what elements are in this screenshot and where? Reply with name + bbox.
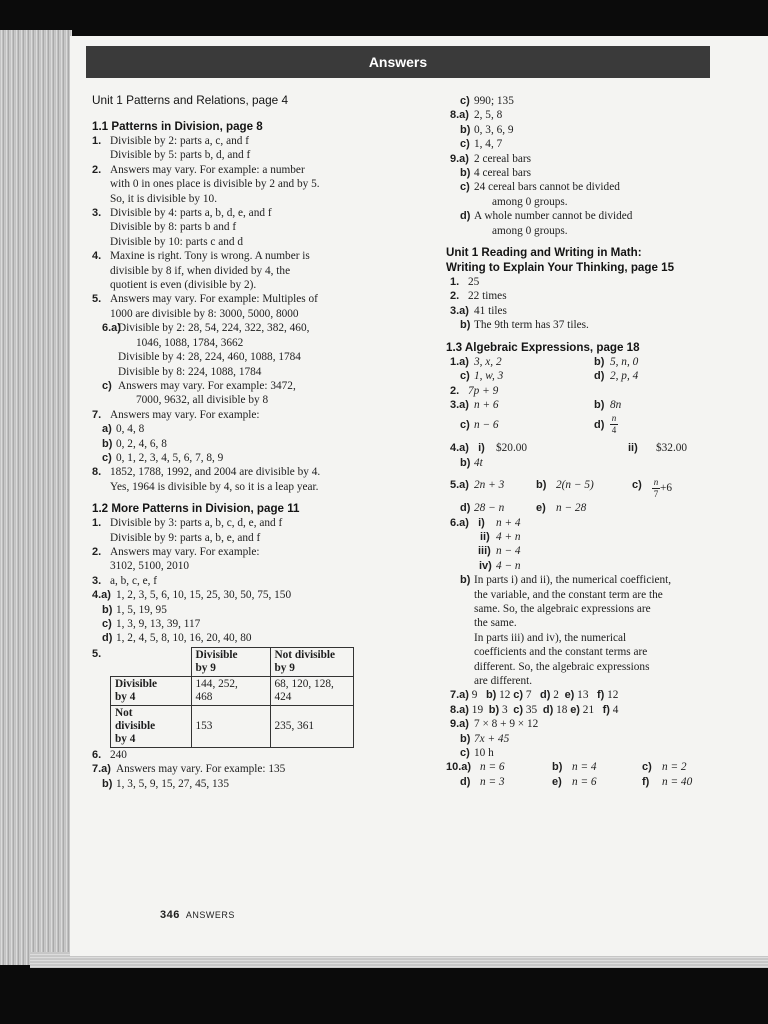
answer-item: 9.a) 7 × 8 + 9 × 12 [450, 718, 539, 731]
table-cell: 68, 120, 128, 424 [270, 676, 353, 705]
section-title: 1.3 Algebraic Expressions, page 18 [446, 340, 640, 354]
item-number: 6.a) [102, 322, 121, 335]
answer-item: 2. Answers may vary. For example: 3102, 5100, 2010 [92, 545, 260, 573]
table-cell: 235, 361 [270, 705, 353, 747]
answer-item: 1. Divisible by 3: parts a, b, c, d, e, and f Divisible by 9: parts a, b, e, and f [92, 517, 283, 544]
item-number: c) [460, 419, 470, 432]
item-number: 2. [450, 384, 460, 397]
table-header: Divisible by 9 [191, 647, 270, 676]
item-number: d) [594, 419, 605, 432]
answer-item: 8.a) 19 b) 3 c) 35 d) 18 e) 21 f) 4 [450, 703, 619, 716]
item-number: 4. [92, 250, 102, 263]
item-number: ii) [628, 442, 638, 455]
answer-item [92, 647, 382, 748]
item-number: b) [102, 437, 113, 450]
item-number: a) [102, 423, 112, 436]
item-number: c) [460, 181, 470, 194]
item-number: 7.a) [92, 763, 111, 776]
answer-item: a) 0, 4, 8 [102, 423, 145, 436]
answer-item: b) The 9th term has 37 tiles. [460, 319, 589, 332]
answer-item: b) 1, 3, 5, 9, 15, 27, 45, 135 [102, 777, 229, 790]
answer-item: c) Answers may vary. For example: 3472, 7000, 9632, all divisible by 8 [102, 379, 296, 407]
item-number: iv) [479, 559, 492, 572]
item-number: 1. [92, 135, 102, 147]
item-number: c) [102, 451, 112, 464]
page-footer [160, 909, 235, 921]
answer-item: c) 990; 135 [460, 95, 514, 107]
answer-item: 3. Divisible by 4: parts a, b, d, e, and f Divisible by 8: parts b and f Divisible by 10: parts c and d [92, 207, 272, 248]
answer-item: 10.a) n = 6 b) n = 4 c) n = 2 [446, 761, 687, 774]
answer-item: ii) 4 + n [480, 530, 521, 543]
item-number: c) [460, 95, 470, 107]
answer-item: c) 0, 1, 2, 3, 4, 5, 6, 7, 8, 9 [102, 451, 224, 464]
fraction: $\frac{n}{4}$ [611, 413, 617, 436]
table-row-header: Not divisible by 4 [111, 705, 192, 747]
answer-item: 8. 1852, 1788, 1992, and 2004 are divisible by 4. Yes, 1964 is divisible by 4, so it is a leap year. [92, 466, 321, 493]
item-number: b) [102, 603, 113, 616]
item-number: 3.a) [450, 304, 469, 317]
item-number: c) [460, 747, 470, 760]
answer-item: d) n = 3 e) n = 6 f) n = 40 [460, 775, 693, 788]
answer-item: 4.a) 1, 2, 3, 5, 6, 10, 15, 25, 30, 50, 75, 150 [92, 589, 292, 602]
answer-item: c) 1, 3, 9, 13, 39, 117 [102, 618, 201, 630]
answer-item: c) 1, 4, 7 [460, 138, 503, 151]
item-number: c) [460, 138, 470, 151]
divisibility-table [110, 647, 354, 748]
item-number: b) [594, 355, 605, 368]
item-number: 1. [92, 517, 102, 530]
answer-item: 8.a) 2, 5, 8 [450, 109, 503, 122]
item-number: b) [460, 732, 471, 745]
item-number: f) [642, 775, 650, 788]
answer-item: 4.a) i) $20.00 ii) $32.00 [450, 442, 688, 455]
item-number: 9.a) [450, 152, 469, 165]
item-number: 3. [92, 574, 102, 587]
answer-item: b) 1, 5, 19, 95 [102, 603, 167, 616]
answers-banner [86, 46, 710, 78]
item-number: d) [460, 775, 471, 788]
item-number: e) [536, 502, 546, 515]
table-cell: 144, 252, 468 [191, 676, 270, 705]
item-number: ii) [480, 530, 490, 543]
item-number: 5. [92, 293, 102, 306]
item-number: b) [594, 398, 605, 411]
fraction: $\frac{n}{7}$ [653, 477, 659, 500]
item-number: b) [460, 167, 471, 180]
item-number: e) [552, 775, 562, 788]
item-number: d) [460, 210, 471, 223]
answer-item: 1. Divisible by 2: parts a, c, and f Divisible by 5: parts b, d, and f [92, 135, 251, 162]
answer-item: 5. Answers may vary. For example: Multiples of 1000 are divisible by 8: 3000, 5000, 8000 [92, 293, 318, 320]
answer-item: 3.a) 41 tiles [450, 304, 507, 317]
book-page-edges [0, 30, 72, 965]
answer-item: c) 10 h [460, 747, 494, 760]
answer-item: c) 1, w, 3 d) 2, p, 4 [460, 370, 639, 383]
answer-item: d) 1, 2, 4, 5, 8, 10, 16, 20, 40, 80 [102, 632, 252, 645]
answer-item: b) 0, 2, 4, 6, 8 [102, 437, 167, 450]
item-number: c) [632, 479, 642, 492]
answer-item: d) 28 − n e) n − 28 [460, 502, 587, 515]
item-number: 4.a) [92, 589, 111, 602]
item-number: d) [102, 632, 113, 645]
answer-item: 2. 22 times [450, 290, 507, 303]
item-number: 9.a) [450, 718, 469, 731]
answer-item: 6.a) Divisible by 2: 28, 54, 224, 322, 382, 460, 1046, 1088, 1784, 3662 Divisible by 4: 28, 224, 460, 1088, 1784 Divisible by 8: 224, 1088, 1784 [102, 322, 310, 378]
section-title: Unit 1 Reading and Writing in Math: [446, 246, 642, 260]
item-number: 2. [450, 290, 460, 303]
unit-title: Unit 1 Patterns and Relations, page 4 [92, 93, 289, 107]
answer-item: 6. 240 [92, 748, 127, 761]
section-title: 1.1 Patterns in Division, page 8 [92, 120, 263, 133]
table-cell: 153 [191, 705, 270, 747]
item-number: b) [536, 479, 547, 492]
banner-title: Answers [368, 54, 428, 70]
answer-item: 7.a) Answers may vary. For example: 135 [92, 763, 286, 776]
item-number: 1. [450, 276, 460, 289]
item-number: 5.a) [450, 479, 469, 492]
item-number: 8.a) [450, 109, 469, 122]
item-number: c) [460, 370, 470, 383]
table-row-header: Divisible by 4 [111, 676, 192, 705]
answer-item: d) A whole number cannot be divided among 0 groups. [460, 210, 633, 237]
item-number: b) [552, 761, 563, 774]
answer-item: 7.a) 9 b) 12 c) 7 d) 2 e) 13 f) 12 [450, 689, 619, 702]
answer-item: b) 7x + 45 [460, 732, 510, 745]
item-number: c) [642, 761, 652, 774]
item-number: d) [460, 502, 471, 515]
answer-item: b) 4t [460, 456, 483, 469]
item-number: 3.a) [450, 398, 469, 411]
item-number: 1.a) [450, 355, 469, 368]
section-title: 1.2 More Patterns in Division, page 11 [92, 502, 300, 516]
answer-item: c) n − 6 d) $\frac{n}{4}$ [460, 413, 617, 436]
item-number: 2. [92, 545, 102, 558]
answer-item: iii) n − 4 [478, 545, 521, 558]
item-number: 6.a) i) [450, 516, 485, 529]
answer-item: 1. 25 [450, 276, 480, 289]
answer-item: 6.a) i) n + 4 [450, 516, 521, 529]
answer-item: 2. Answers may vary. For example: a number with 0 in ones place is divisible by 2 and by 5. So, it is divisible by 10. [92, 163, 320, 205]
item-number: iii) [478, 545, 491, 558]
answer-item: 5.a) 2n + 3 b) 2(n − 5) c) $\frac{n}{7}$ +6 [450, 477, 673, 500]
item-number: c) [102, 618, 112, 630]
answer-item: c) 24 cereal bars cannot be divided among 0 groups. [460, 181, 620, 208]
left-column [92, 93, 382, 791]
answer-item: 4. Maxine is right. Tony is wrong. A number is divisible by 8 if, when divided by 4, the quotient is even (divisible by 2). [92, 250, 310, 292]
item-number: 6. [92, 748, 102, 761]
answer-item: 3. a, b, c, e, f [92, 574, 158, 587]
item-number: 2. [92, 163, 102, 176]
item-number: b) [460, 574, 471, 587]
answer-item: b) 0, 3, 6, 9 [460, 123, 514, 136]
item-number: d) [594, 370, 605, 383]
answer-item: 2. 7p + 9 [450, 384, 499, 397]
right-column [446, 94, 750, 789]
item-number: b) [460, 319, 471, 332]
footer-label: ANSWERS [185, 910, 235, 920]
item-number: 3. [92, 207, 102, 220]
answer-item: 3.a) n + 6 b) 8n [450, 398, 622, 411]
item-number: b) [460, 456, 471, 469]
item-number: c) [102, 379, 112, 392]
answer-item: 1.a) 3, x, 2 b) 5, n, 0 [450, 355, 639, 368]
item-number: 4.a) i) [450, 442, 485, 455]
answer-item: b) In parts i) and ii), the numerical coefficient, the variable, and the constant term are the same. So, the algebraic expressions are the same. In parts iii) and iv), the numerical coefficients and the constant terms are different. So, the algebraic expressions are different. [460, 574, 672, 687]
item-number: b) [102, 777, 113, 790]
answer-item: iv) 4 − n [479, 559, 521, 572]
item-number: 5. [92, 647, 102, 660]
item-number: 10.a) [446, 761, 472, 774]
item-number: 8. [92, 466, 102, 479]
item-number: 7. [92, 408, 102, 421]
item-number: b) [460, 123, 471, 136]
page-number: 346 [160, 909, 180, 921]
answer-item: b) 4 cereal bars [460, 167, 532, 180]
section-title: Writing to Explain Your Thinking, page 15 [446, 261, 675, 275]
answer-item: 7. Answers may vary. For example: [92, 408, 260, 421]
answer-item: 9.a) 2 cereal bars [450, 152, 532, 165]
table-header: Not divisible by 9 [270, 647, 353, 676]
